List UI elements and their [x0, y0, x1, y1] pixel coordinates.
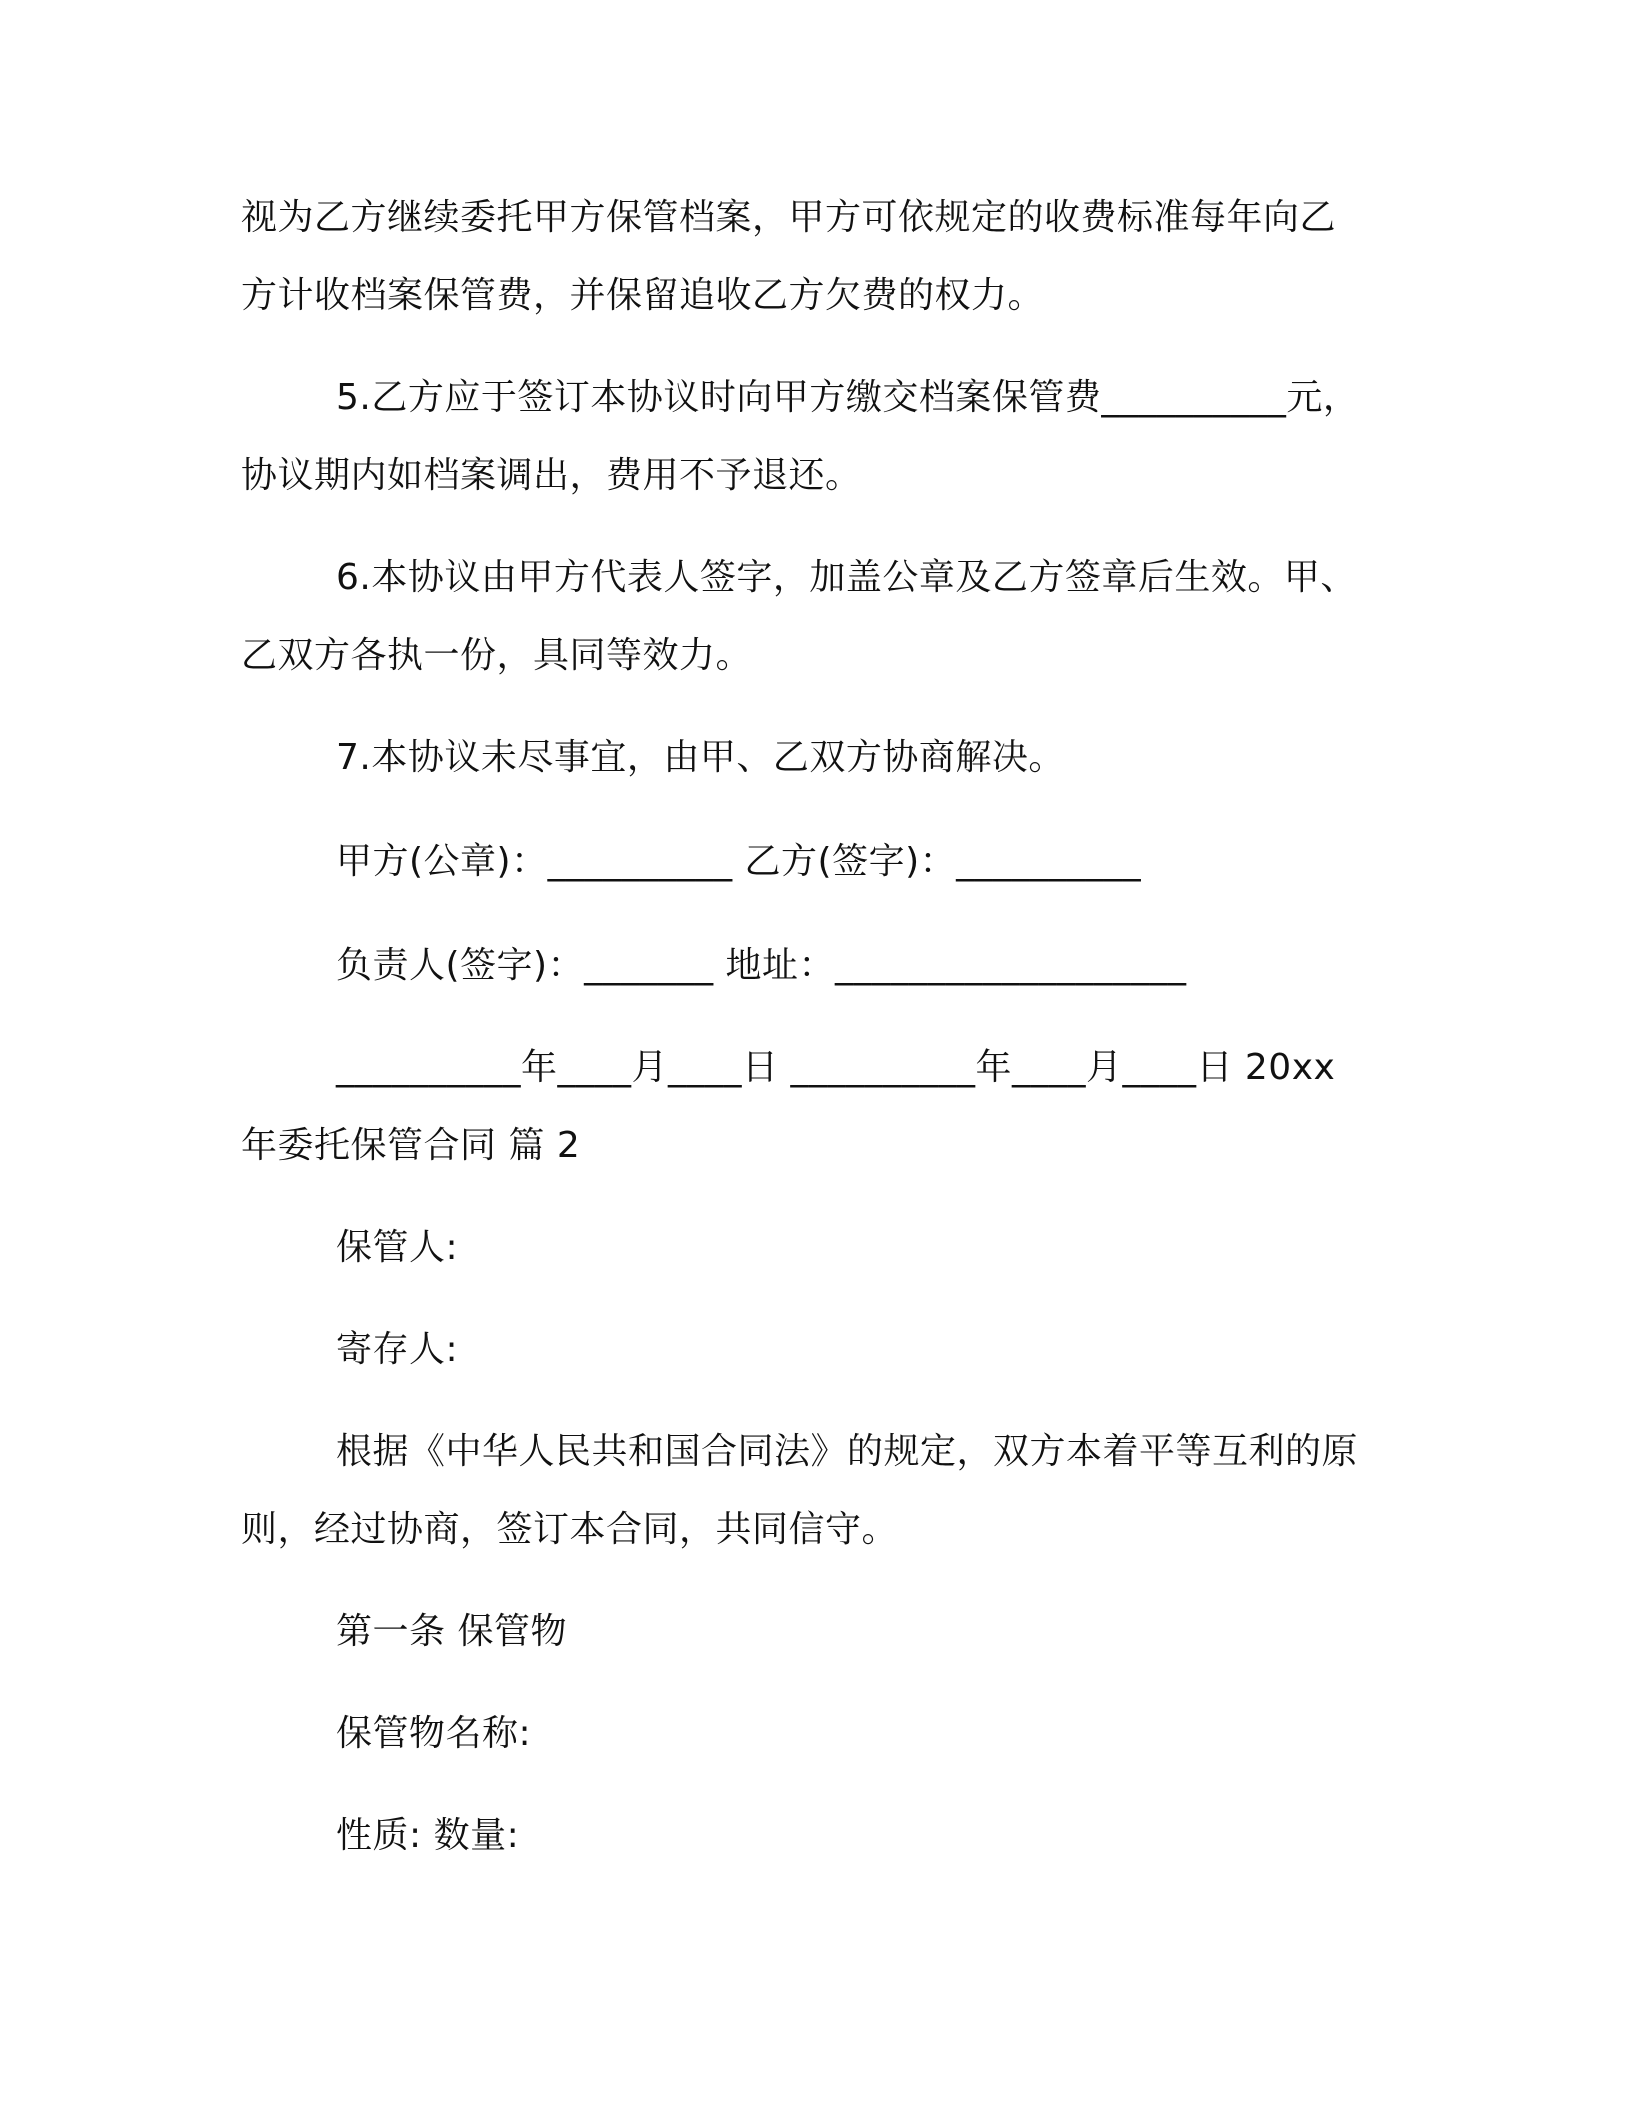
text-line: 性质: 数量:: [336, 1815, 520, 1856]
signature-line-parties: 甲方(公章)：__________ 乙方(签字)：__________: [336, 841, 1142, 882]
text-line: 5.乙方应于签订本协议时向甲方缴交档案保管费__________元，: [336, 377, 1360, 418]
text-line: 方计收档案保管费，并保留追收乙方欠费的权力。: [241, 275, 1045, 316]
text-line: 视为乙方继续委托甲方保管档案，甲方可依规定的收费标准每年向乙: [241, 197, 1337, 238]
date-line: __________年____月____日 __________年____月____日 20xx: [336, 1047, 1336, 1088]
text-line: 则，经过协商，签订本合同，共同信守。: [241, 1509, 899, 1550]
text-line: 保管物名称:: [336, 1713, 532, 1754]
section-heading: 年委托保管合同 篇 2: [241, 1125, 581, 1166]
text-line: 6.本协议由甲方代表人签字，加盖公章及乙方签章后生效。甲、: [336, 557, 1357, 598]
text-line: 根据《中华人民共和国合同法》的规定，双方本着平等互利的原: [336, 1431, 1359, 1472]
text-line: 寄存人:: [336, 1329, 459, 1370]
text-line: 保管人:: [336, 1227, 459, 1268]
clause-heading: 第一条 保管物: [336, 1611, 567, 1652]
text-line: 协议期内如档案调出，费用不予退还。: [241, 455, 862, 496]
text-line: 乙双方各执一份，具同等效力。: [241, 635, 753, 676]
text-line: 7.本协议未尽事宜，由甲、乙双方协商解决。: [336, 737, 1065, 778]
signature-line-responsible: 负责人(签字)：_______ 地址：___________________: [336, 945, 1187, 986]
